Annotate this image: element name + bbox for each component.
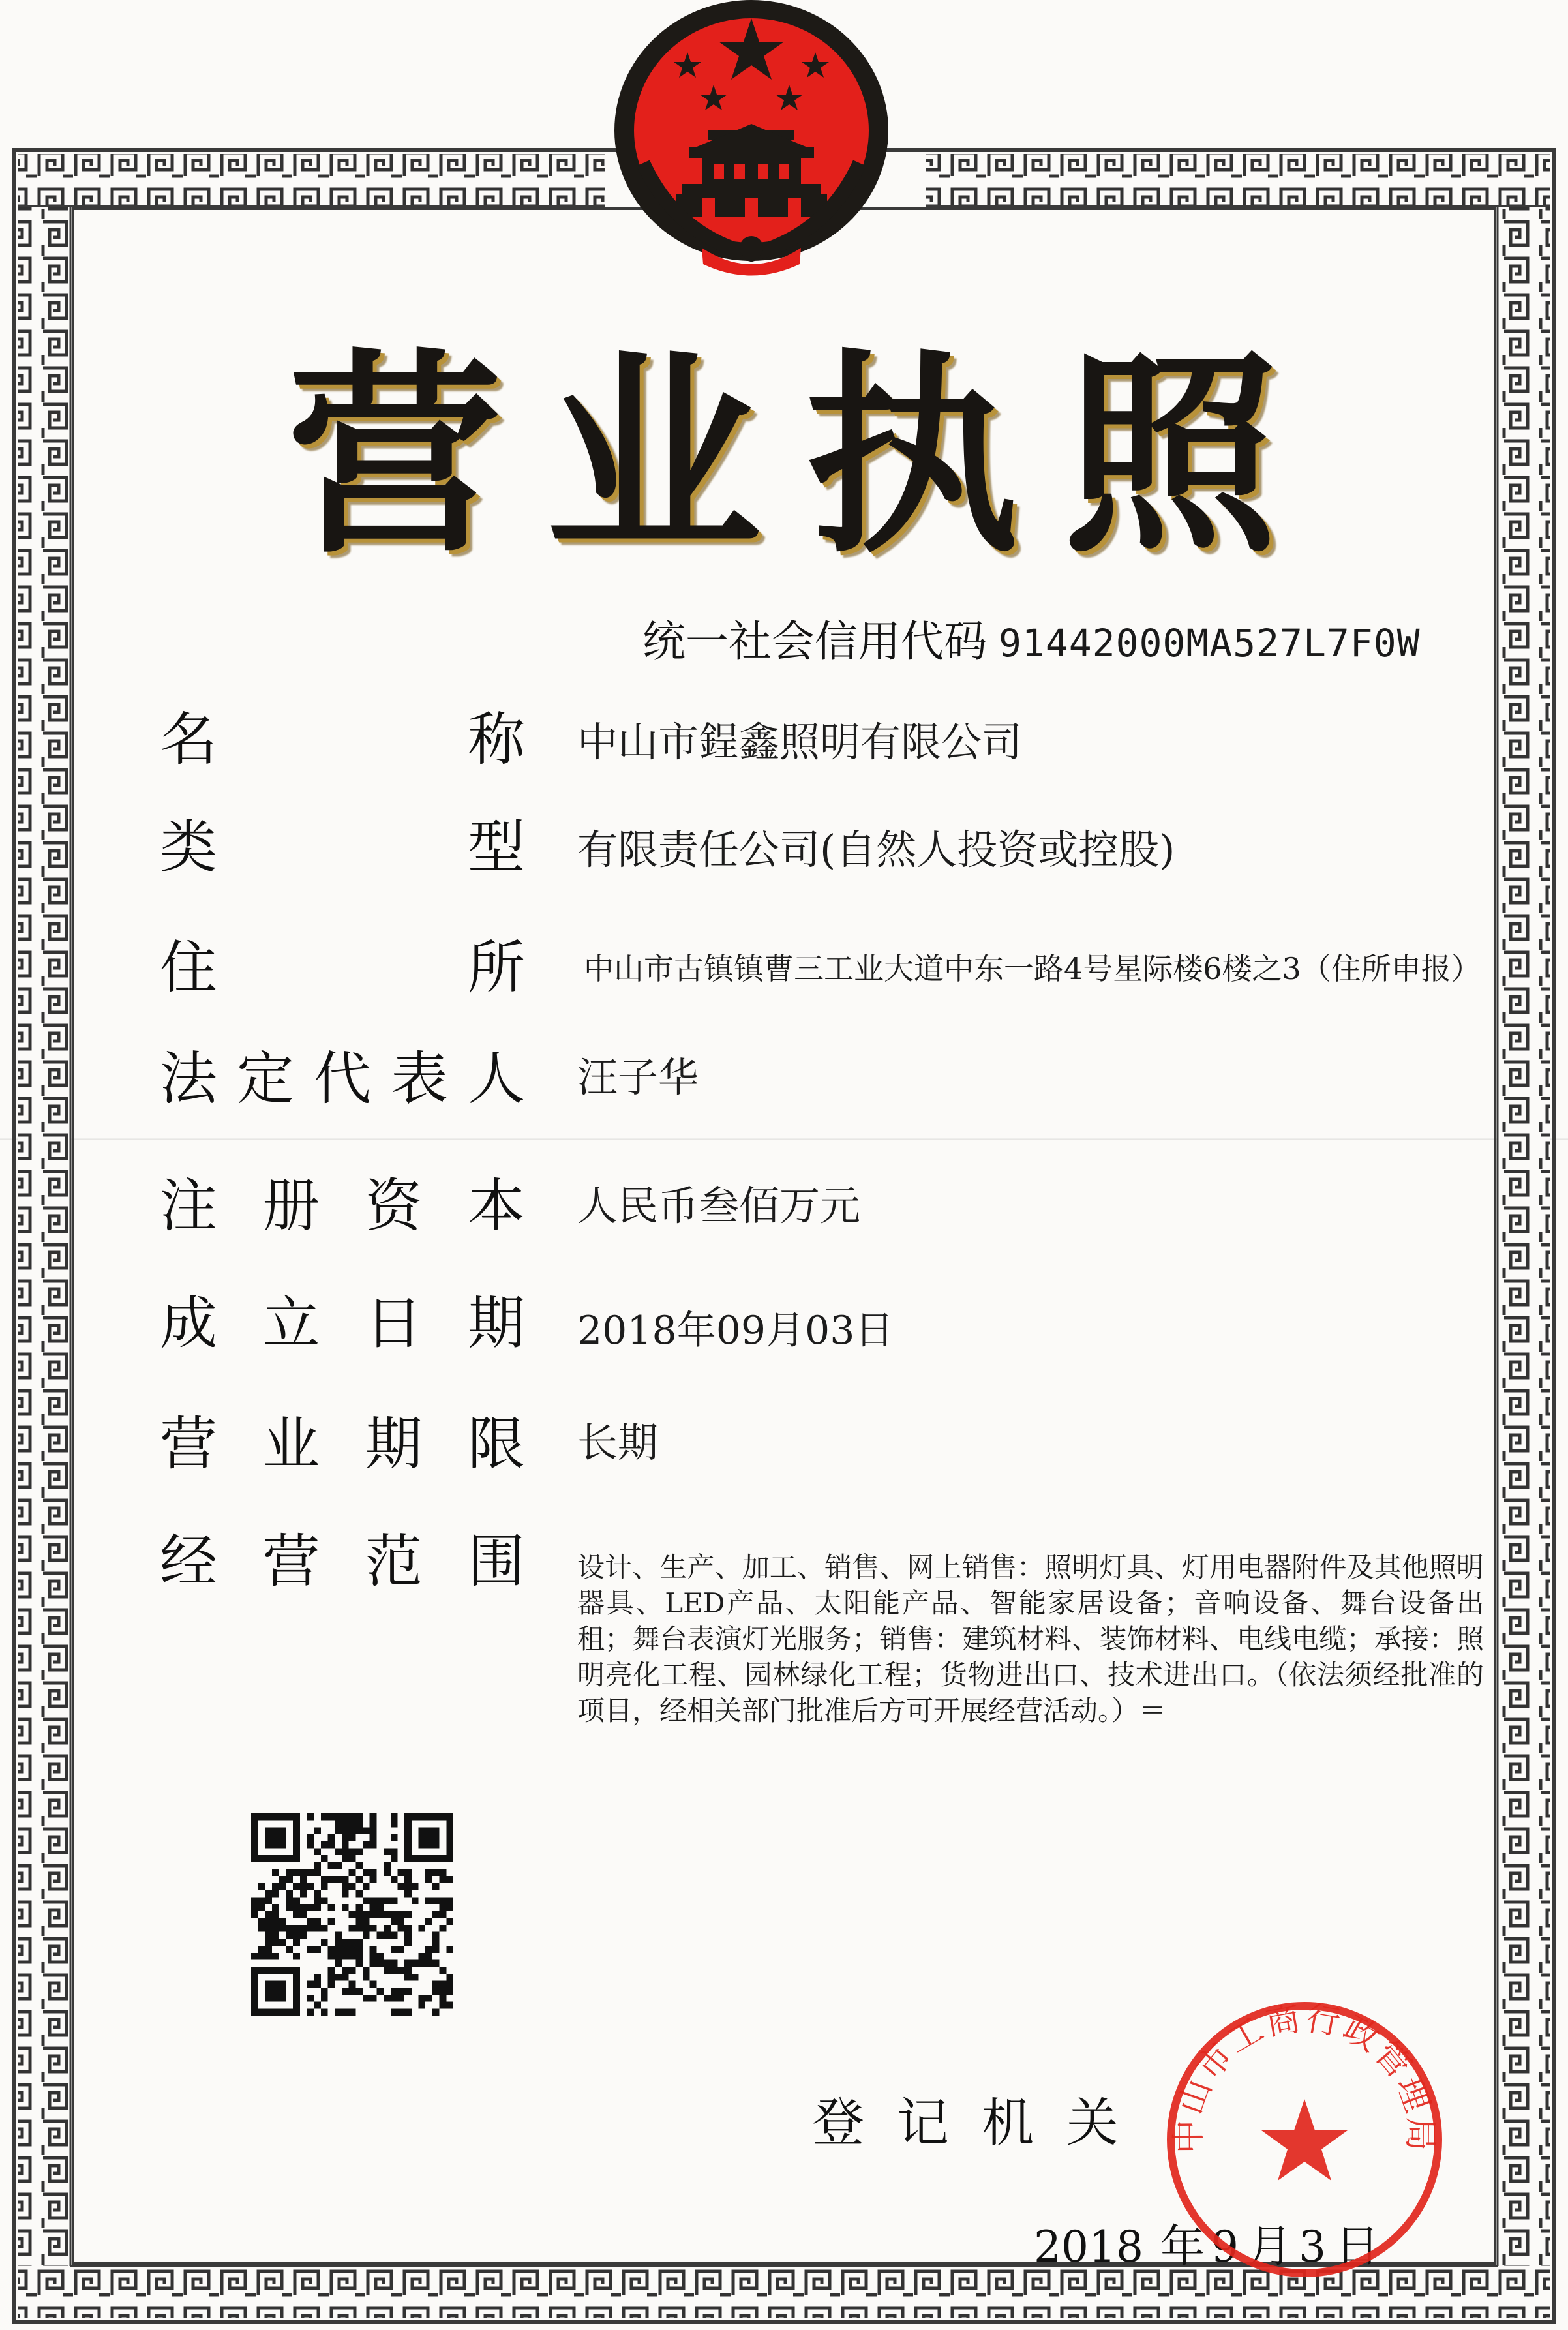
label-char: 限: [467, 1410, 525, 1477]
title-char: 执: [804, 331, 1020, 582]
field-value-scope: 设计、生产、加工、销售、网上销售：照明灯具、灯用电器附件及其他照明器具、LED产品、太阳能产品、智能家居设备；音响设备、舞台设备出租；舞台表演灯光服务；销售：建筑材料、装饰材料、电线电缆；承接：照明亮化工程、园林绿化工程；货物进出口、技术进出口。（依法须经批准的项目，经相关部门批准后方可开展经营活动。）＝: [577, 1551, 1484, 1727]
field-label: [160, 1528, 525, 1595]
label-char: 业: [262, 1410, 320, 1477]
qr-code-icon[interactable]: [251, 1813, 453, 2016]
issue-year-char: 年: [1160, 2221, 1205, 2273]
label-char: 型: [467, 813, 525, 881]
authority-char: 机: [982, 2093, 1034, 2153]
label-char: 住: [160, 934, 218, 1001]
issue-month: 9: [1211, 2222, 1239, 2272]
national-emblem-icon: [604, 0, 899, 280]
field-value-established: 2018年09月03日: [577, 1308, 894, 1354]
label-char: 代: [313, 1045, 371, 1112]
field-value-type: 有限责任公司(自然人投资或控股): [577, 826, 1175, 873]
label-char: 法: [160, 1045, 218, 1112]
label-char: 所: [467, 934, 525, 1001]
label-char: 范: [365, 1528, 423, 1595]
field-label: [160, 934, 525, 1001]
label-char: 定: [236, 1045, 294, 1112]
seal-text: 中山市工商行政管理局: [1169, 1998, 1440, 2154]
field-label: [160, 1410, 525, 1477]
label-char: 名: [160, 706, 218, 773]
authority-char: 登: [812, 2093, 864, 2153]
label-char: 期: [365, 1410, 423, 1477]
issue-month-char: 月: [1247, 2221, 1292, 2273]
credit-code-value: 91442000MA527L7F0W: [999, 621, 1421, 665]
label-char: 立: [262, 1290, 320, 1357]
label-char: 经: [160, 1528, 218, 1595]
title-char: 业: [545, 331, 761, 582]
official-seal-icon: [1154, 1990, 1455, 2290]
authority-char: 关: [1066, 2093, 1119, 2153]
field-label: [160, 1172, 525, 1239]
issue-day: 3: [1299, 2222, 1326, 2272]
field-value-legal-rep: 汪子华: [577, 1053, 699, 1101]
field-label: [160, 1290, 525, 1357]
field-label: [160, 1045, 525, 1112]
label-char: 注: [160, 1172, 218, 1239]
field-label: [160, 706, 525, 773]
label-char: 称: [467, 706, 525, 773]
title-char: 营: [287, 331, 502, 582]
label-char: 表: [390, 1045, 448, 1112]
credit-code-label: 统一社会信用代码: [642, 616, 987, 667]
field-value-capital: 人民币叁佰万元: [577, 1182, 861, 1230]
label-char: 册: [262, 1172, 320, 1239]
issue-day-char: 日: [1335, 2221, 1380, 2273]
field-label: [160, 813, 525, 881]
field-value-term: 长期: [577, 1419, 659, 1466]
field-value-address: 中山市古镇镇曹三工业大道中东一路4号星际楼6楼之3（住所申报）: [584, 951, 1481, 986]
credit-code-line: [642, 607, 1421, 665]
issue-year: 2018: [1034, 2222, 1143, 2272]
label-char: 人: [467, 1045, 525, 1112]
label-char: 围: [467, 1528, 525, 1595]
title-char: 照: [1063, 331, 1278, 582]
authority-char: 记: [897, 2093, 949, 2153]
label-char: 期: [467, 1290, 525, 1357]
label-char: 营: [262, 1528, 320, 1595]
label-char: 类: [160, 813, 218, 881]
label-char: 本: [467, 1172, 525, 1239]
field-value-name: 中山市鋥鑫照明有限公司: [577, 718, 1023, 766]
label-char: 资: [365, 1172, 423, 1239]
label-char: 成: [160, 1290, 218, 1357]
label-char: 日: [365, 1290, 423, 1357]
label-char: 营: [160, 1410, 218, 1477]
registration-authority: [812, 2093, 1119, 2153]
license-title: [287, 331, 1278, 582]
